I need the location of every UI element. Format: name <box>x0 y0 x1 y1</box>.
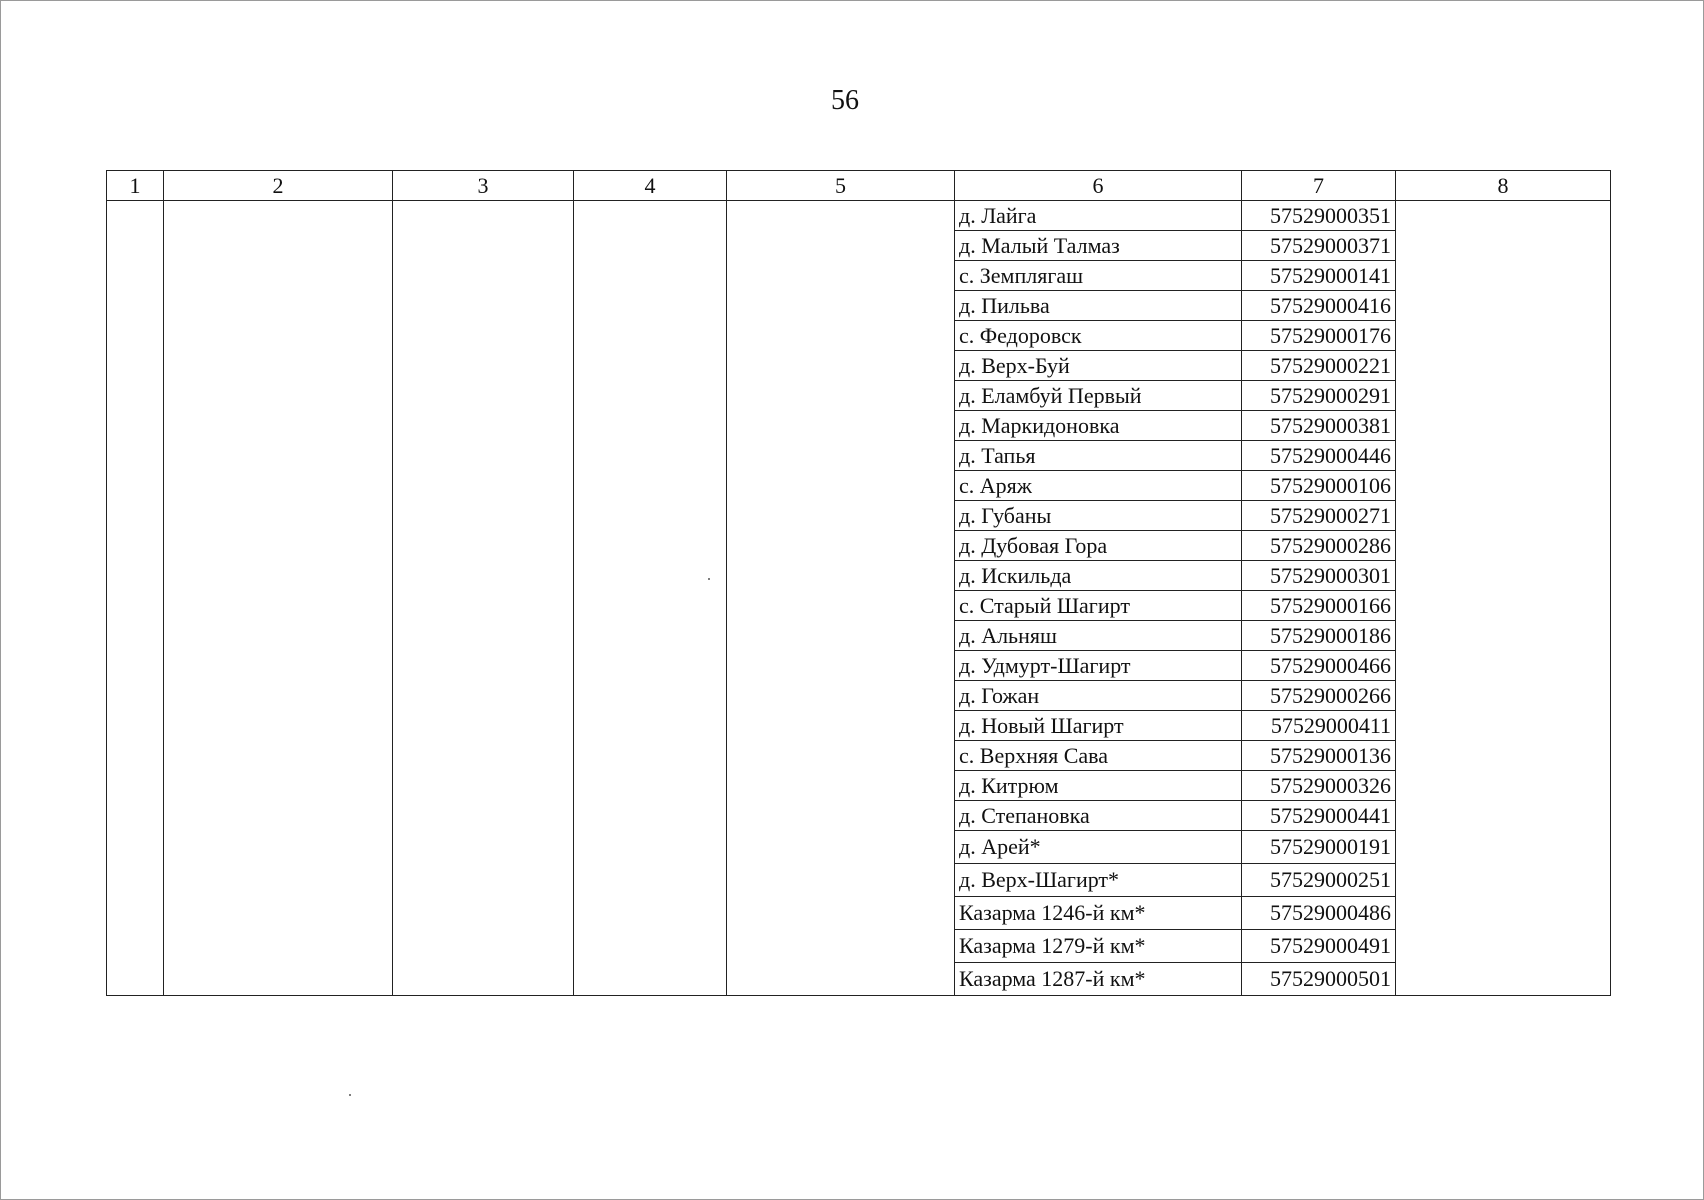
oktmo-code-cell: 57529000141 <box>1242 261 1396 291</box>
place-name-cell: д. Степановка <box>955 801 1242 831</box>
place-name-cell: д. Арей* <box>955 831 1242 864</box>
cell-col-5-empty <box>727 201 955 996</box>
page-number: 56 <box>831 85 859 116</box>
place-name-cell: д. Альняш <box>955 621 1242 651</box>
oktmo-code-cell: 57529000251 <box>1242 864 1396 897</box>
place-name-cell: с. Федоровск <box>955 321 1242 351</box>
oktmo-code-cell: 57529000486 <box>1242 897 1396 930</box>
place-name-cell: д. Новый Шагирт <box>955 711 1242 741</box>
place-name-cell: с. Старый Шагирт <box>955 591 1242 621</box>
oktmo-code-cell: 57529000271 <box>1242 501 1396 531</box>
place-name-cell: д. Искильда <box>955 561 1242 591</box>
place-name-cell: д. Гожан <box>955 681 1242 711</box>
table-row <box>107 201 1611 231</box>
oktmo-code-cell: 57529000106 <box>1242 471 1396 501</box>
column-header-4: 4 <box>574 171 727 201</box>
oktmo-code-cell: 57529000266 <box>1242 681 1396 711</box>
place-name-cell: д. Тапья <box>955 441 1242 471</box>
place-name-cell: д. Лайга <box>955 201 1242 231</box>
place-name-cell: Казарма 1287-й км* <box>955 963 1242 996</box>
oktmo-code-cell: 57529000301 <box>1242 561 1396 591</box>
oktmo-code-cell: 57529000326 <box>1242 771 1396 801</box>
place-name-cell: д. Малый Талмаз <box>955 231 1242 261</box>
place-name-cell: д. Еламбуй Первый <box>955 381 1242 411</box>
place-name-cell: Казарма 1279-й км* <box>955 930 1242 963</box>
place-name-cell: д. Верх-Шагирт* <box>955 864 1242 897</box>
cell-col-3-empty <box>393 201 574 996</box>
scan-speck <box>349 1094 351 1096</box>
oktmo-code-cell: 57529000491 <box>1242 930 1396 963</box>
column-header-1: 1 <box>107 171 164 201</box>
column-header-6: 6 <box>955 171 1242 201</box>
place-name-cell: д. Пильва <box>955 291 1242 321</box>
oktmo-code-cell: 57529000371 <box>1242 231 1396 261</box>
scan-speck <box>708 578 710 580</box>
oktmo-code-cell: 57529000221 <box>1242 351 1396 381</box>
header-row <box>107 171 1611 201</box>
oktmo-code-cell: 57529000166 <box>1242 591 1396 621</box>
oktmo-code-cell: 57529000416 <box>1242 291 1396 321</box>
place-name-cell: д. Маркидоновка <box>955 411 1242 441</box>
oktmo-code-cell: 57529000411 <box>1242 711 1396 741</box>
oktmo-code-cell: 57529000351 <box>1242 201 1396 231</box>
place-name-cell: д. Губаны <box>955 501 1242 531</box>
column-header-3: 3 <box>393 171 574 201</box>
place-name-cell: с. Аряж <box>955 471 1242 501</box>
oktmo-code-cell: 57529000136 <box>1242 741 1396 771</box>
oktmo-code-cell: 57529000291 <box>1242 381 1396 411</box>
place-name-cell: д. Удмурт-Шагирт <box>955 651 1242 681</box>
oktmo-code-cell: 57529000501 <box>1242 963 1396 996</box>
column-header-2: 2 <box>164 171 393 201</box>
cell-col-1-empty <box>107 201 164 996</box>
oktmo-code-cell: 57529000466 <box>1242 651 1396 681</box>
cell-col-8-empty <box>1396 201 1611 996</box>
place-name-cell: д. Дубовая Гора <box>955 531 1242 561</box>
place-name-cell: Казарма 1246-й км* <box>955 897 1242 930</box>
oktmo-code-cell: 57529000381 <box>1242 411 1396 441</box>
place-name-cell: д. Верх-Буй <box>955 351 1242 381</box>
place-name-cell: д. Китрюм <box>955 771 1242 801</box>
column-header-5: 5 <box>727 171 955 201</box>
column-header-7: 7 <box>1242 171 1396 201</box>
place-name-cell: с. Верхняя Сава <box>955 741 1242 771</box>
cell-col-4-empty <box>574 201 727 996</box>
oktmo-code-cell: 57529000286 <box>1242 531 1396 561</box>
cell-col-2-empty <box>164 201 393 996</box>
oktmo-code-cell: 57529000441 <box>1242 801 1396 831</box>
data-table <box>106 170 1611 996</box>
column-header-8: 8 <box>1396 171 1611 201</box>
oktmo-code-cell: 57529000186 <box>1242 621 1396 651</box>
oktmo-code-cell: 57529000191 <box>1242 831 1396 864</box>
oktmo-code-cell: 57529000446 <box>1242 441 1396 471</box>
oktmo-code-cell: 57529000176 <box>1242 321 1396 351</box>
place-name-cell: с. Земплягаш <box>955 261 1242 291</box>
